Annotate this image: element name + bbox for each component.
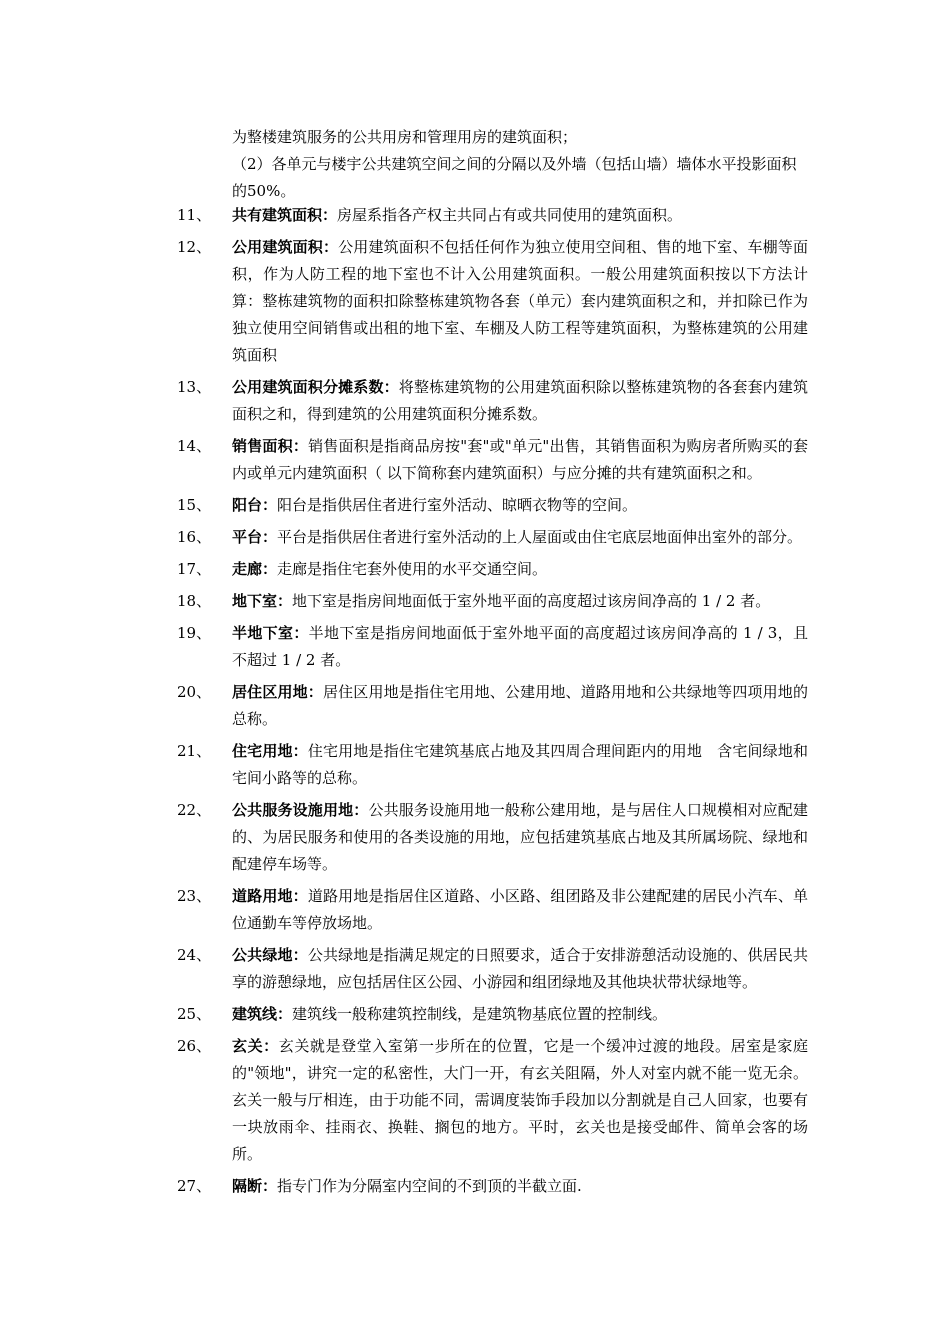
item-text: 阳台是指供居住者进行室外活动、晾晒衣物等的空间。 bbox=[277, 496, 638, 514]
definition-item bbox=[0, 797, 950, 878]
item-number: 23、 bbox=[177, 887, 212, 905]
item-term: 公用建筑面积： bbox=[232, 238, 339, 256]
item-term: 共有建筑面积： bbox=[232, 206, 338, 224]
definition-item bbox=[0, 883, 950, 937]
item-text: 公共服务设施用地一般称公建用地，是与居住人口规模相对应配建的、为居民服务和使用的各类设施的用地，应包括建筑基底占地及其所属场院、绿地和配建停车场等。 bbox=[232, 801, 808, 873]
definition-item bbox=[0, 1173, 950, 1200]
item-body bbox=[232, 492, 808, 519]
item-text: 走廊是指住宅套外使用的水平交通空间。 bbox=[277, 560, 548, 578]
item-number: 17、 bbox=[177, 560, 212, 578]
definition-item bbox=[0, 679, 950, 733]
item-number: 19、 bbox=[177, 624, 212, 642]
item-body bbox=[232, 588, 808, 615]
item-term: 公共绿地： bbox=[232, 946, 308, 964]
item-body bbox=[232, 883, 808, 937]
item-number: 24、 bbox=[177, 946, 212, 964]
item-number: 25、 bbox=[177, 1005, 212, 1023]
definition-item bbox=[0, 1001, 950, 1028]
item-text: 玄关就是登堂入室第一步所在的位置，它是一个缓冲过渡的地段。居室是家庭的"领地"，讲究一定的私密性，大门一开，有玄关阻隔，外人对室内就不能一览无余。玄关一般与厅相连，由于功能不同，需调度装饰手段加以分割就是自己人回家，也要有一块放雨伞、挂雨衣、换鞋、搁包的地方。平时，玄关也是接受邮件、简单会客的场所。 bbox=[232, 1037, 808, 1163]
item-body bbox=[232, 433, 808, 487]
item-number: 26、 bbox=[177, 1037, 212, 1055]
item-term: 阳台： bbox=[232, 496, 278, 514]
definition-list bbox=[0, 202, 950, 1205]
item-text: 房屋系指各产权主共同占有或共同使用的建筑面积。 bbox=[337, 206, 683, 224]
item-number: 27、 bbox=[177, 1177, 212, 1195]
definition-item bbox=[0, 234, 950, 369]
item-text: 建筑线一般称建筑控制线，是建筑物基底位置的控制线。 bbox=[292, 1005, 668, 1023]
item-body bbox=[232, 738, 808, 792]
item-term: 公用建筑面积分摊系数： bbox=[232, 378, 399, 396]
item-body bbox=[232, 374, 808, 428]
item-text: 销售面积是指商品房按"套"或"单元"出售，其销售面积为购房者所购买的套内或单元内建筑面积（ 以下简称套内建筑面积）与应分摊的共有建筑面积之和。 bbox=[232, 437, 808, 482]
definition-item bbox=[0, 492, 950, 519]
item-body bbox=[232, 1001, 808, 1028]
item-term: 玄关： bbox=[232, 1037, 279, 1055]
item-number: 15、 bbox=[177, 496, 212, 514]
definition-item bbox=[0, 524, 950, 551]
item-text: 指专门作为分隔室内空间的不到顶的半截立面. bbox=[277, 1177, 582, 1195]
item-text: 公用建筑面积不包括任何作为独立使用空间租、售的地下室、车棚等面积，作为人防工程的地下室也不计入公用建筑面积。一般公用建筑面积按以下方法计算：整栋建筑物的面积扣除整栋建筑物各套（单元）套内建筑面积之和，并扣除已作为独立使用空间销售或出租的地下室、车棚及人防工程等建筑面积，为整栋建筑的公用建筑面积 bbox=[232, 238, 808, 364]
item-term: 半地下室： bbox=[232, 624, 309, 642]
item-number: 16、 bbox=[177, 528, 212, 546]
item-body bbox=[232, 556, 808, 583]
item-term: 居住区用地： bbox=[232, 683, 323, 701]
item-number: 12、 bbox=[177, 238, 212, 256]
item-body bbox=[232, 202, 808, 229]
item-term: 住宅用地： bbox=[232, 742, 308, 760]
item-text: 半地下室是指房间地面低于室外地平面的高度超过该房间净高的 1 / 3，且不超过 1 / 2 者。 bbox=[232, 624, 808, 669]
item-term: 公共服务设施用地： bbox=[232, 801, 369, 819]
item-number: 11、 bbox=[177, 206, 212, 224]
item-term: 道路用地： bbox=[232, 887, 308, 905]
item-body bbox=[232, 797, 808, 878]
item-number: 22、 bbox=[177, 801, 212, 819]
item-term: 建筑线： bbox=[232, 1005, 293, 1023]
definition-item bbox=[0, 1033, 950, 1168]
item-term: 走廊： bbox=[232, 560, 278, 578]
item-body bbox=[232, 620, 808, 674]
item-body bbox=[232, 234, 808, 369]
definition-item bbox=[0, 556, 950, 583]
item-term: 隔断： bbox=[232, 1177, 278, 1195]
item-text: 将整栋建筑物的公用建筑面积除以整栋建筑物的各套套内建筑面积之和，得到建筑的公用建筑面积分摊系数。 bbox=[232, 378, 808, 423]
item-number: 14、 bbox=[177, 437, 212, 455]
item-text: 居住区用地是指住宅用地、公建用地、道路用地和公共绿地等四项用地的总称。 bbox=[232, 683, 808, 728]
item-number: 13、 bbox=[177, 378, 212, 396]
item-body bbox=[232, 524, 808, 551]
item-text: 地下室是指房间地面低于室外地平面的高度超过该房间净高的 1 / 2 者。 bbox=[292, 592, 771, 610]
item-text: 住宅用地是指住宅建筑基底占地及其四周合理间距内的用地 含宅间绿地和宅间小路等的总称。 bbox=[232, 742, 808, 787]
item-body bbox=[232, 679, 808, 733]
item-term: 销售面积： bbox=[232, 437, 309, 455]
item-text: 公共绿地是指满足规定的日照要求，适合于安排游憩活动设施的、供居民共享的游憩绿地，应包括居住区公园、小游园和组团绿地及其他块状带状绿地等。 bbox=[232, 946, 808, 991]
definition-item bbox=[0, 374, 950, 428]
item-text: 道路用地是指居住区道路、小区路、组团路及非公建配建的居民小汽车、单位通勤车等停放场地。 bbox=[232, 887, 808, 932]
item-body bbox=[232, 942, 808, 996]
item-text: 平台是指供居住者进行室外活动的上人屋面或由住宅底层地面伸出室外的部分。 bbox=[277, 528, 803, 546]
definition-item bbox=[0, 738, 950, 792]
item-term: 地下室： bbox=[232, 592, 293, 610]
item-body bbox=[232, 1033, 808, 1168]
definition-item bbox=[0, 202, 950, 229]
definition-item bbox=[0, 433, 950, 487]
continuation-line-1: 为整楼建筑服务的公共用房和管理用房的建筑面积； bbox=[232, 128, 578, 146]
item-number: 20、 bbox=[177, 683, 212, 701]
item-number: 21、 bbox=[177, 742, 212, 760]
continuation-line-2: （2）各单元与楼宇公共建筑空间之间的分隔以及外墙（包括山墙）墙体水平投影面积的50%。 bbox=[232, 155, 797, 200]
definition-item bbox=[0, 942, 950, 996]
item-number: 18、 bbox=[177, 592, 212, 610]
item-term: 平台： bbox=[232, 528, 278, 546]
definition-item bbox=[0, 588, 950, 615]
definition-item bbox=[0, 620, 950, 674]
item-body bbox=[232, 1173, 808, 1200]
